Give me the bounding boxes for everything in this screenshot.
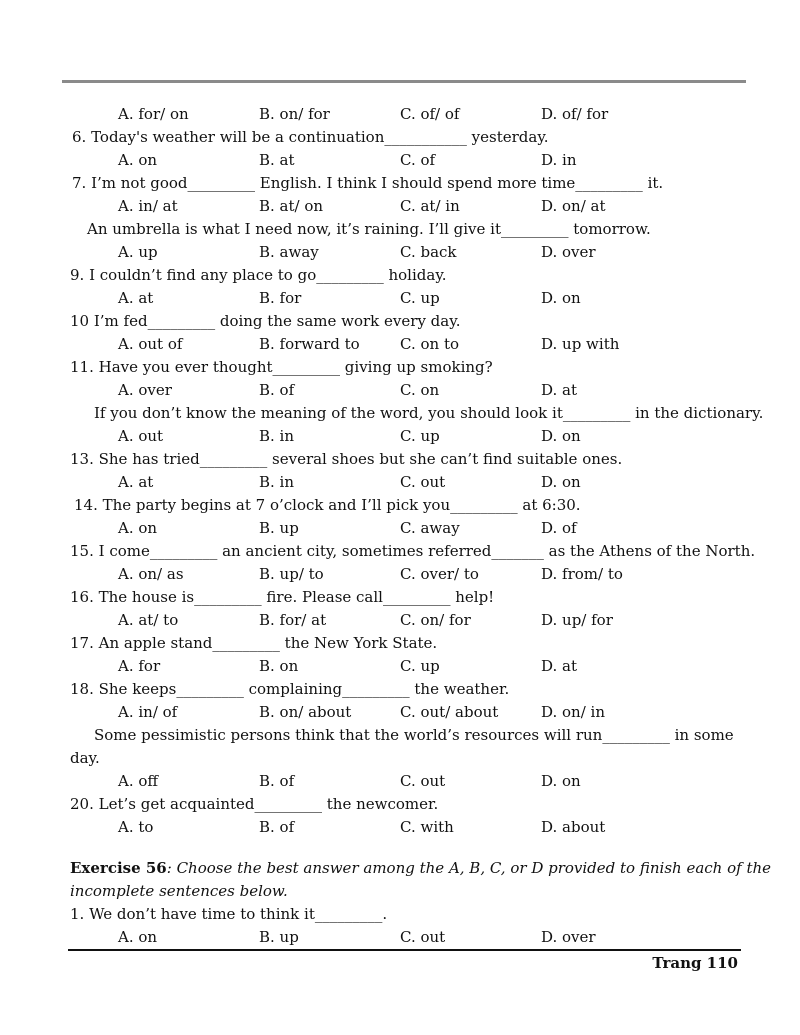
answer-option: B. on/ for xyxy=(259,105,330,123)
answer-option: B. up xyxy=(259,519,299,537)
answer-option: D. on/ at xyxy=(541,197,606,215)
answer-option: A. for/ on xyxy=(118,105,189,123)
answer-options xyxy=(70,379,740,402)
page-number: Trang 110 xyxy=(652,954,738,972)
answer-option: A. out of xyxy=(118,335,183,353)
question-text: 13. She has tried_________ several shoes but she can’t find suitable ones. xyxy=(70,450,623,468)
answer-options xyxy=(70,609,740,632)
answer-option: A. at xyxy=(118,289,154,307)
section-gap xyxy=(70,839,740,857)
question-text: If you don’t know the meaning of the word, you should look it_________ in the dictionary. xyxy=(94,404,764,422)
answer-option: A. to xyxy=(118,818,154,836)
answer-options xyxy=(70,287,740,310)
question-text: Some pessimistic persons think that the world’s resources will run_________ in some xyxy=(94,726,734,744)
answer-option: B. of xyxy=(259,772,295,790)
answer-options xyxy=(70,701,740,724)
answer-option: B. in xyxy=(259,427,295,445)
answer-option: C. over/ to xyxy=(400,565,479,583)
answer-option: B. on/ about xyxy=(259,703,352,721)
answer-option: B. away xyxy=(259,243,319,261)
answer-option: C. up xyxy=(400,657,440,675)
answer-option: A. on xyxy=(118,519,158,537)
answer-option: B. of xyxy=(259,818,295,836)
answer-option: A. out xyxy=(118,427,164,445)
answer-option: B. up xyxy=(259,928,299,946)
answer-option: B. for xyxy=(259,289,302,307)
answer-option: C. at/ in xyxy=(400,197,460,215)
answer-options xyxy=(70,926,740,949)
answer-option: A. on/ as xyxy=(118,565,184,583)
answer-option: C. with xyxy=(400,818,454,836)
question-text: 20. Let’s get acquainted_________ the newcomer. xyxy=(70,795,439,813)
question-text: 6. Today's weather will be a continuation___________ yesterday. xyxy=(72,128,549,146)
question-text: 1. We don’t have time to think it_________. xyxy=(70,905,388,923)
answer-option: C. up xyxy=(400,289,440,307)
answer-options xyxy=(70,816,740,839)
answer-option: D. in xyxy=(541,151,577,169)
answer-option: D. from/ to xyxy=(541,565,623,583)
answer-option: A. off xyxy=(118,772,159,790)
answer-option: D. over xyxy=(541,243,596,261)
answer-option: B. for/ at xyxy=(259,611,327,629)
answer-option: C. out/ about xyxy=(400,703,499,721)
answer-options xyxy=(70,103,740,126)
answer-option: C. up xyxy=(400,427,440,445)
answer-options xyxy=(70,333,740,356)
answer-option: A. up xyxy=(118,243,158,261)
answer-options xyxy=(70,195,740,218)
question-text-continued: day. xyxy=(70,749,100,767)
answer-option: D. at xyxy=(541,657,577,675)
question-text: 14. The party begins at 7 o’clock and I’ll pick you_________ at 6:30. xyxy=(74,496,581,514)
answer-option: C. away xyxy=(400,519,460,537)
answer-option: D. up/ for xyxy=(541,611,613,629)
answer-option: C. back xyxy=(400,243,457,261)
answer-option: A. on xyxy=(118,928,158,946)
question-text: 18. She keeps_________ complaining_________ the weather. xyxy=(70,680,510,698)
answer-options xyxy=(70,655,740,678)
answer-option: C. on to xyxy=(400,335,459,353)
answer-option: D. on xyxy=(541,473,581,491)
answer-option: D. about xyxy=(541,818,606,836)
answer-option: D. of xyxy=(541,519,577,537)
question-text: 15. I come_________ an ancient city, sometimes referred_______ as the Athens of the North. xyxy=(70,542,756,560)
answer-option: D. of/ for xyxy=(541,105,609,123)
question-text: An umbrella is what I need now, it’s raining. I’ll give it_________ tomorrow. xyxy=(87,220,651,238)
answer-option: B. up/ to xyxy=(259,565,324,583)
answer-option: C. of xyxy=(400,151,436,169)
question-text: 16. The house is_________ fire. Please call_________ help! xyxy=(70,588,495,606)
document-body xyxy=(70,103,772,949)
answer-option: B. in xyxy=(259,473,295,491)
exercise-instruction-continued: incomplete sentences below. xyxy=(70,882,288,900)
answer-option: C. on/ for xyxy=(400,611,471,629)
question-text: 10 I’m fed_________ doing the same work every day. xyxy=(70,312,461,330)
answer-option: A. for xyxy=(118,657,161,675)
question-text: 7. I’m not good_________ English. I think I should spend more time_________ it. xyxy=(72,174,664,192)
answer-option: D. on xyxy=(541,289,581,307)
answer-option: D. on xyxy=(541,427,581,445)
answer-option: B. at/ on xyxy=(259,197,324,215)
exercise-instruction: : Choose the best answer among the A, B, C, or D provided to finish each of the xyxy=(166,859,772,877)
header-rule xyxy=(62,80,746,83)
answer-option: D. at xyxy=(541,381,577,399)
answer-options xyxy=(70,517,740,540)
question-text: 11. Have you ever thought_________ giving up smoking? xyxy=(70,358,493,376)
answer-option: C. of/ of xyxy=(400,105,460,123)
answer-option: B. forward to xyxy=(259,335,360,353)
answer-option: C. out xyxy=(400,772,446,790)
answer-option: D. over xyxy=(541,928,596,946)
exercise-heading xyxy=(70,857,772,880)
answer-option: A. at xyxy=(118,473,154,491)
answer-option: B. on xyxy=(259,657,299,675)
answer-option: D. on/ in xyxy=(541,703,605,721)
answer-options xyxy=(70,563,740,586)
question-text: 9. I couldn’t find any place to go_________ holiday. xyxy=(70,266,447,284)
answer-option: A. at/ to xyxy=(118,611,179,629)
answer-options xyxy=(70,425,740,448)
answer-options xyxy=(70,770,740,793)
answer-options xyxy=(70,149,740,172)
answer-option: D. up with xyxy=(541,335,620,353)
answer-option: D. on xyxy=(541,772,581,790)
answer-option: C. on xyxy=(400,381,440,399)
answer-option: B. of xyxy=(259,381,295,399)
answer-option: A. in/ of xyxy=(118,703,178,721)
answer-option: B. at xyxy=(259,151,295,169)
question-text: 17. An apple stand_________ the New York State. xyxy=(70,634,438,652)
exercise-title: Exercise 56 xyxy=(70,859,167,877)
answer-options xyxy=(70,471,740,494)
answer-option: A. in/ at xyxy=(118,197,178,215)
answer-option: C. out xyxy=(400,473,446,491)
answer-option: C. out xyxy=(400,928,446,946)
footer-rule xyxy=(68,949,741,951)
answer-option: A. over xyxy=(118,381,172,399)
answer-options xyxy=(70,241,740,264)
answer-option: A. on xyxy=(118,151,158,169)
